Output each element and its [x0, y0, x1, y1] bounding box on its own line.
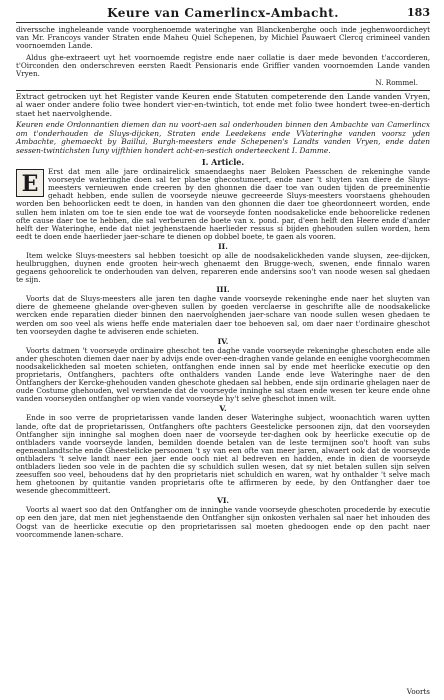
italic-intro: Keuren ende Ordonnantien diemen dan nu voort-aen sal onderhouden binnen den Ambachte van Camerlincx om t'onderhouden de Sluys-dijcken, Straten ende Leedekens ende VVateringhe vanden voorsz yden Ambachte, ghemaeckt by Baillui, Burgh-meesters ende Schepenen's Landts vanden Vryen, ende daten sessen-twintichsten Iuny vijfthien hondert acht-en-sestich onderteeckent I. Damme.	[16, 120, 430, 155]
article-1	[16, 168, 430, 241]
article-label: I. Article.	[201, 157, 245, 168]
top-paragraph: diverssche ingheleande vande voorghenoemde wateringhe van Blanckenberghe ooch inde jeghenwoordicheyt van Mr. Francoys vander Straten ende Maheu Quiel Schepenen, by Michiel Pauwaert Clercq crimineel vanden voornoemden Lande.	[16, 25, 430, 51]
running-title: Keure van Camerlincx-Ambacht.	[107, 6, 339, 20]
article-2-text: Item welcke Sluys-meesters sal hebben toesicht op alle de noodsakelickheden vande sluysen, zee-dijcken, heulbrugghen, duynen ende grooten heir-wech ghenaemt den Brugge-wech, swenen, ende finnalo waren gegaens gehoorelick te onderhouden van delven, repareren ende andersins soo't van noode wesen sal ghedaen te sijn.	[16, 250, 430, 285]
running-head	[16, 6, 430, 23]
page-number: 183	[407, 6, 430, 19]
signature: N. Rommel.	[375, 77, 418, 87]
article-4-text: Voorts datmen 't voorseyde ordinaire gheschot ten daghe vande voorseyde rekeninghe gheschoten ende alle ander gheschoten diemen daer naer by advijs ende over-een-draghen vande gelande en eenighe voorghecommen noodsakelickheden sal moeten schieten, ontfanghen ende innen sal by ende met heerlicke executie op den proprietaris, Ontfanghers, pachters ofte onthalders vanden Lande ende leve Wateringhe naer de den Ontfanghers der Kercke-ghehouden vanden gheschote ghedaen sal hebben, ende sijn ordinarie ghelagen naer de oude Costume ghehouden, wel verstaende dat de voorseyde inninghe sal staen ende wesen ter keure ende ohne vanden voorseyden ontfangher op wien vande voorseyde hy't selve gheschot innen wilt.	[16, 345, 430, 404]
catchword: Voorts	[406, 687, 430, 696]
article-6-label: VI.	[216, 496, 230, 506]
article-4-label: IV.	[217, 336, 229, 346]
article-3-label: III.	[216, 285, 230, 295]
article-2-label: II.	[218, 241, 228, 251]
aldus-paragraph: Aldus ghe-extraeert uyt het voornoemde registre ende naer collatie is daer mede bevonden t'accorderen, t'Oirconden den onderschreven eersten Raedt Pensionaris ende Griffier vanden voornoemden Lande vanden Vryen.	[16, 53, 430, 79]
dropcap-initial	[16, 169, 44, 197]
article-3-text: Voorts dat de Sluys-meesters alle jaren ten daghe vande voorseyde rekeninghe ende naer het sluyten van diere de ghemeene ghelande over-gheven sullen by goeden verclaerse in geschrifte alle de noodsakelicke wercken ende reparatien dieder binnen den naervolghenden jaer-schare van noode sullen wesen ghedaen te werden om soo veel als wiens heffe ende materialen daer toe behoeven sal, om daer naer t'ordinaire gheschot ten voorseyden daghe te adviseren ende schieten.	[16, 294, 430, 336]
article-5-label: V.	[219, 404, 227, 414]
dropcap-letter: E	[21, 171, 39, 198]
article-1-text: Erst dat men alle jare ordinairelick smaendaeghs naer Beloken Paesschen de rekeninghe vande voorseyde wateringhe doen sal ter plaetse ghecostumeert, ende naer 't sluyten van diere de Sluys-meesters vernieuwen ende creeren by den ghonnen die daer toe van ouden tijden de preeminentie gehadt hebben, ende sullen de voorseyde nieuwe gecreeerde Sluys-meesters voorstaens ghehouden worden ben behoorlicken eedt te doen, in handen van den ghonnen die daer toe gheordonneert worden, ende sullen hem inlaten om toe te sien ende toe wat de voorseyde fonten noodsakelicke ende behoorelicke redenen ofte cause daer toe te hebben, die sal verbeuren de boete van x. pond. par, d'een helft den Heere ende d'ander helft der Wateringhe, ende dat niet jeghenstaende haerlieder ressus si bijden ghehouden sullen worden, hem eedt te doen ende haerlieder jaer-schare te dienen op dobbel boete, te gaen als vooren.	[16, 167, 430, 241]
extract-heading: Extract getrocken uyt het Register vande Keuren ende Statuten competerende den Lande vanden Vryen, al waer onder andere folio twee hondert vier-en-twintich, tot ende met folio twee hondert twee-en-dertich staet het naervolghende.	[16, 91, 430, 118]
divider-rule	[16, 90, 430, 91]
article-6-text: Voorts al waert soo dat den Ontfangher om de inninghe vande voorseyde gheschoten procederde by executie op een den jare, dat men niet jeghenstaende den Ontfangher sijn onkosten verhalen sal naer het inhouden des Oogst van de heerlicke executie op den proprietarissen sal moeten ghedoogen ende op den pacht naer voorcommende lanen-schare.	[16, 505, 430, 539]
article-5-text: Ende in soo verre de proprietarissen vande landen deser Wateringhe subject, woonachtich waren uytten lande, ofte dat de proprietarissen, Ontfanghers ofte pachters Geestelicke persoonen zijn, dat den voorseyden Ontfangher sijn inninghe sal moghen doen naer de voorseyde ter-daghen ook by heerlicke executie op de ontbladers vande voorseyde landen, bemilden doende betalen van de leste termijnen soo't hooft van subs egeneanlandtsche ende Gheestelicke persoonen 't sy van een ofte van meer jaren, alwaert ook dat de voorseyde ontbladers 't selve landt naer een jaer ende ooch niet al bedreven en hadden, ende in dien de voorseyde ontbladers lieden soo vele in de pachten die sy schuldich sullen wesen, dat sy niet betalen sullen sijn selven zeesuffen soo veel, behoudens dat hy den proprietaris niet schuldich en waren, wat hy onthalder 't selve mach hem ghetoonen by quitantie vanden proprietaris ofte te affirmeren by eede, by den Ontfangher daer toe wesende ghecommitteert.	[16, 413, 430, 496]
